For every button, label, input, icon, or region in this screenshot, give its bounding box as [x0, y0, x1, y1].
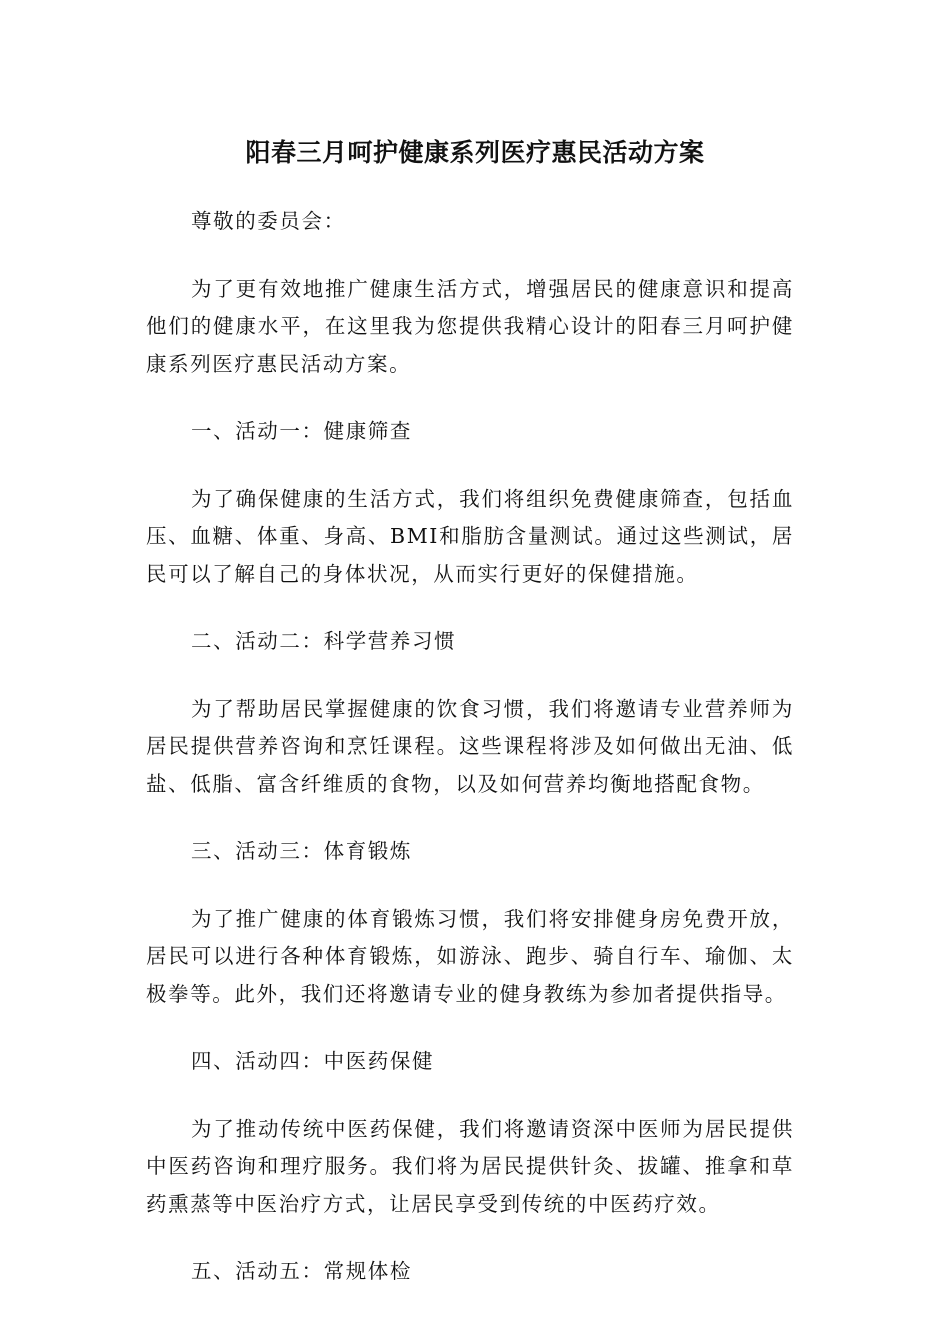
paragraph-gap — [146, 383, 794, 413]
paragraph-gap — [146, 1081, 794, 1111]
paragraph-gap — [146, 241, 794, 271]
section-heading-3: 三、活动三：体育锻炼 — [191, 839, 412, 863]
paragraph-gap — [146, 871, 794, 901]
paragraph-gap — [146, 1223, 794, 1253]
intro-paragraph: 为了更有效地推广健康生活方式，增强居民的健康意识和提高他们的健康水平，在这里我为您提供我精心设计的阳春三月呵护健康系列医疗惠民活动方案。 — [146, 276, 794, 376]
paragraph-gap — [146, 803, 794, 833]
paragraph-gap — [146, 593, 794, 623]
section-heading-4: 四、活动四：中医药保健 — [191, 1049, 435, 1073]
section-heading-2: 二、活动二：科学营养习惯 — [191, 629, 457, 653]
section-body-1: 为了确保健康的生活方式，我们将组织免费健康筛查，包括血压、血糖、体重、身高、BMI和脂肪含量测试。通过这些测试，居民可以了解自己的身体状况，从而实行更好的保健措施。 — [146, 486, 794, 586]
document-title: 阳春三月呵护健康系列医疗惠民活动方案 — [245, 138, 705, 167]
section-heading-1: 一、活动一：健康筛查 — [191, 419, 412, 443]
section-body-3: 为了推广健康的体育锻炼习惯，我们将安排健身房免费开放，居民可以进行各种体育锻炼，如游泳、跑步、骑自行车、瑜伽、太极拳等。此外，我们还将邀请专业的健身教练为参加者提供指导。 — [146, 906, 794, 1006]
section-body-2: 为了帮助居民掌握健康的饮食习惯，我们将邀请专业营养师为居民提供营养咨询和烹饪课程。这些课程将涉及如何做出无油、低盐、低脂、富含纤维质的食物，以及如何营养均衡地搭配食物。 — [146, 696, 794, 796]
salutation: 尊敬的委员会： — [191, 209, 346, 233]
paragraph-gap — [146, 661, 794, 691]
section-heading-5: 五、活动五：常规体检 — [191, 1259, 412, 1283]
paragraph-gap — [146, 1013, 794, 1043]
section-body-4: 为了推动传统中医药保健，我们将邀请资深中医师为居民提供中医药咨询和理疗服务。我们将为居民提供针灸、拔罐、推拿和草药熏蒸等中医治疗方式，让居民享受到传统的中医药疗效。 — [146, 1116, 794, 1216]
document-body — [146, 203, 794, 1291]
paragraph-gap — [146, 451, 794, 481]
